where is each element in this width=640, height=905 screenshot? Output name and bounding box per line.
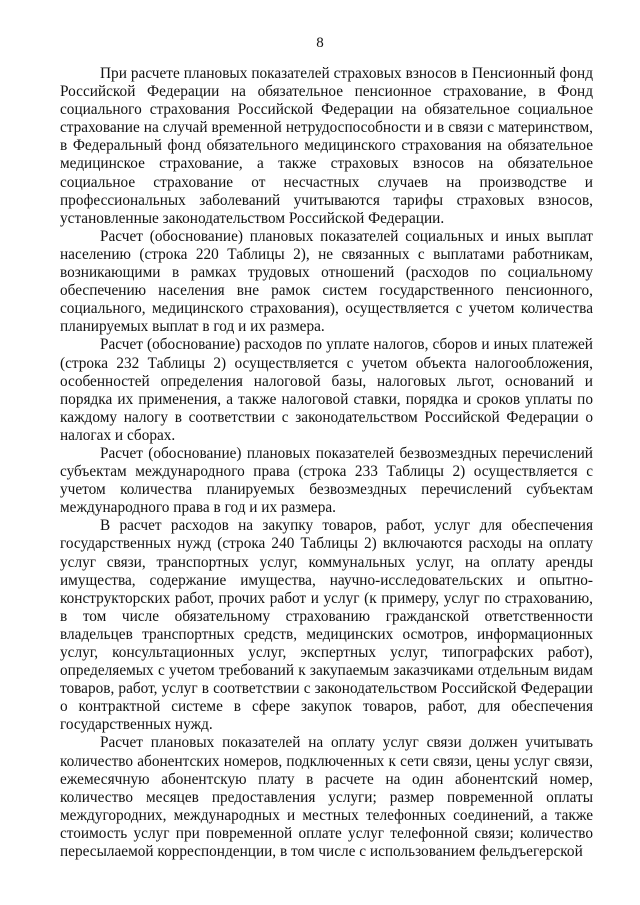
paragraph-international-transfers: Расчет (обоснование) плановых показателей безвозмездных перечислений субъектам международного права (строка 233 Таблицы 2) осуществляется с учетом количества планируемых безвозмездных перечислений субъектам международного права в год и их размера.	[60, 444, 593, 517]
paragraph-communication-services: Расчет плановых показателей на оплату услуг связи должен учитывать количество абонентских номеров, подключенных к сети связи, цены услуг связи, ежемесячную абонентскую плату в расчете на один абонентский номер, количество месяцев предоставления услуги; размер повременной оплаты междугородних, международных и местных телефонных соединений, а также стоимость услуг при повременной оплате услуг телефонной связи; количество пересылаемой корреспонденции, в том числе с использованием фельдъегерской	[60, 734, 593, 861]
paragraph-insurance-contributions: При расчете плановых показателей страховых взносов в Пенсионный фонд Российской Федерации на обязательное пенсионное страхование, в Фонд социального страхования Российской Федерации на обязательное социальное страхование на случай временной нетрудоспособности и в связи с материнством, в Федеральный фонд обязательного медицинского страхования на обязательное медицинское страхование, а также страховых взносов на обязательное социальное страхование от несчастных случаев на производстве и профессиональных заболеваний учитываются тарифы страховых взносов, установленные законодательством Российской Федерации.	[60, 65, 593, 227]
paragraph-procurement: В расчет расходов на закупку товаров, работ, услуг для обеспечения государственных нужд (строка 240 Таблицы 2) включаются расходы на оплату услуг связи, транспортных услуг, коммунальных услуг, на оплату аренды имущества, содержание имущества, научно-исследовательских и опытно-конструкторских работ, прочих работ и услуг (к примеру, услуг по страхованию, в том числе обязательному страхованию гражданской ответственности владельцев транспортных средств, медицинских осмотров, информационных услуг, консультационных услуг, экспертных услуг, типографских работ), определяемых с учетом требований к закупаемым заказчиками отдельным видам товаров, работ, услуг в соответствии с законодательством Российской Федерации о контрактной системе в сфере закупок товаров, работ, для обеспечения государственных нужд.	[60, 517, 593, 734]
paragraph-taxes-fees: Расчет (обоснование) расходов по уплате налогов, сборов и иных платежей (строка 232 Таблицы 2) осуществляется с учетом объекта налогообложения, особенностей определения налоговой базы, налоговых льгот, оснований и порядка их применения, а также налоговой ставки, порядка и сроков уплаты по каждому налогу в соответствии с законодательством Российской Федерации о налогах и сборах.	[60, 336, 593, 444]
body-text	[60, 65, 593, 861]
paragraph-social-payments: Расчет (обоснование) плановых показателей социальных и иных выплат населению (строка 220 Таблицы 2), не связанных с выплатами работникам, возникающими в рамках трудовых отношений (расходов по социальному обеспечению населения вне рамок систем государственного пенсионного, социального, медицинского страхования), осуществляется с учетом количества планируемых выплат в год и их размера.	[60, 227, 593, 336]
page-number: 8	[316, 35, 324, 51]
